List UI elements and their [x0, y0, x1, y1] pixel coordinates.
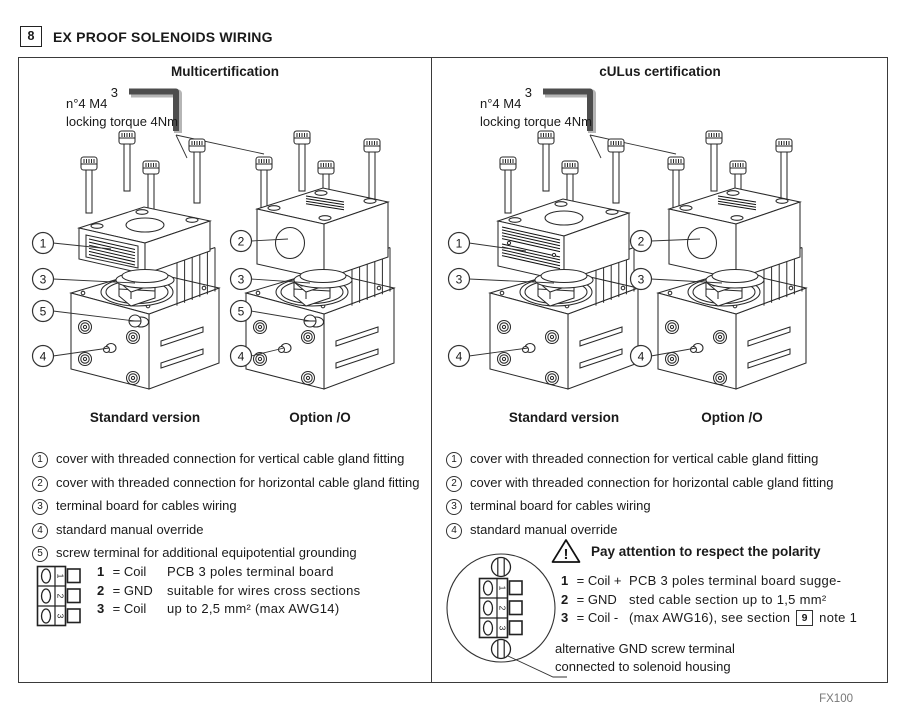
legend-text: standard manual override [470, 521, 618, 537]
legend-text: cover with threaded connection for vertical cable gland fitting [56, 451, 405, 466]
callout-number: 1 [39, 236, 47, 251]
callout-number: 3 [39, 272, 47, 287]
alt-gnd-note: alternative GND screw terminal connected to solenoid housing [555, 641, 735, 674]
diagram-caption: Option /O [701, 410, 763, 425]
gnd-terminal-diagram [441, 546, 569, 680]
terminal-info-block [19, 558, 431, 680]
legend-text: cover with threaded connection for horizontal cable gland fitting [56, 474, 420, 490]
pin-row: 1 = Coil + [561, 573, 622, 588]
diagram-caption: Standard version [89, 410, 201, 425]
svg-text:!: ! [563, 546, 569, 563]
footer-code: FX100 [819, 693, 853, 705]
callout-number: 5 [237, 304, 245, 319]
pin-row: 3 = Coil - [561, 610, 619, 625]
legend-text: cover with threaded connection for horizontal cable gland fitting [470, 474, 834, 490]
terminal-note: PCB 3 poles terminal board sugge- sted cable section up to 1,5 mm² (max AWG16), see section 9 note 1 [629, 573, 858, 625]
pin-row: 2 = GND [97, 582, 153, 598]
screws-note-line2: locking torque 4Nm [480, 114, 592, 129]
hex-key-qty: 3 [524, 85, 532, 100]
solenoid-assembly-drawing [658, 131, 806, 389]
terminal-pin-number: 3 [497, 625, 508, 631]
callout-number: 4 [39, 349, 47, 364]
legend-text: standard manual override [56, 521, 204, 537]
legend-number: 4 [32, 523, 48, 539]
section-number-badge: 8 [20, 26, 42, 47]
panel-culus [433, 58, 887, 682]
callout-number: 3 [455, 272, 463, 287]
legend-text: terminal board for cables wiring [56, 498, 237, 513]
legend-item [446, 498, 883, 515]
gnd-screw-icon [492, 640, 511, 659]
pin-row: 3 = Coil [97, 601, 147, 616]
assembly-diagram-svg [433, 79, 887, 454]
terminal-pin-number: 1 [55, 573, 66, 579]
legend-item [446, 451, 883, 468]
legend-number: 2 [32, 476, 48, 492]
terminal-pin-number: 2 [497, 605, 508, 611]
terminal-block-icon [35, 564, 83, 628]
legend-text: screw terminal for additional equipotential grounding [56, 545, 357, 560]
callout-number: 3 [237, 272, 245, 287]
panel-title: cULus certification [599, 64, 721, 79]
screws-note-line2: locking torque 4Nm [66, 114, 178, 129]
legend-number: 3 [32, 499, 48, 515]
pin-row: 1 = Coil [97, 564, 147, 579]
legend-item [32, 451, 427, 468]
gnd-screw-icon [492, 558, 511, 577]
legend-item [32, 498, 427, 515]
callout-number: 4 [455, 349, 463, 364]
terminal-block-drawing [480, 579, 523, 638]
legend-item [32, 522, 427, 539]
callout-number: 5 [39, 304, 47, 319]
screws-note-line1: n°4 M4 [66, 96, 108, 111]
legend-number: 1 [32, 452, 48, 468]
section-ref-badge: 9 [796, 610, 813, 626]
hex-key-qty: 3 [110, 85, 118, 100]
legend-list [32, 451, 427, 569]
pin-list [97, 563, 153, 619]
page-title: EX PROOF SOLENOIDS WIRING [53, 28, 273, 45]
terminal-pin-number: 2 [55, 593, 66, 599]
legend-item [446, 475, 883, 492]
terminal-pin-number: 3 [55, 613, 66, 619]
legend-number: 2 [446, 476, 462, 492]
callout-number: 4 [637, 349, 645, 364]
assembly-diagram-svg [19, 79, 431, 454]
polarity-warning [551, 538, 821, 564]
legend-list [446, 451, 883, 545]
callout-number: 4 [237, 349, 245, 364]
screws-note-line1: n°4 M4 [480, 96, 522, 111]
legend-text: terminal board for cables wiring [470, 498, 651, 513]
legend-item [32, 475, 427, 492]
panel-title: Multicertification [170, 64, 279, 79]
callout-number: 3 [637, 272, 645, 287]
terminal-block-drawing [38, 567, 81, 626]
terminal-pin-number: 1 [497, 585, 508, 591]
callout-number: 2 [237, 234, 245, 249]
pin-list [561, 572, 621, 628]
diagram-caption: Standard version [508, 410, 620, 425]
legend-number: 3 [446, 499, 462, 515]
pin-row: 2 = GND [561, 591, 617, 607]
callout-number: 2 [637, 234, 645, 249]
diagram-caption: Option /O [289, 410, 351, 425]
callout-number: 1 [455, 236, 463, 251]
section-header [20, 26, 273, 47]
legend-number: 5 [32, 546, 48, 562]
warning-text: Pay attention to respect the polarity [591, 543, 821, 559]
content-frame [18, 57, 888, 683]
legend-text: cover with threaded connection for vertical cable gland fitting [470, 451, 819, 466]
panel-multicertification [19, 58, 431, 682]
legend-number: 1 [446, 452, 462, 468]
solenoid-assembly-drawing [246, 131, 394, 389]
terminal-note: PCB 3 poles terminal board suitable for wires cross sections up to 2,5 mm² (max AWG14) [167, 564, 361, 616]
legend-number: 4 [446, 523, 462, 539]
polarity-info-block [433, 536, 887, 682]
